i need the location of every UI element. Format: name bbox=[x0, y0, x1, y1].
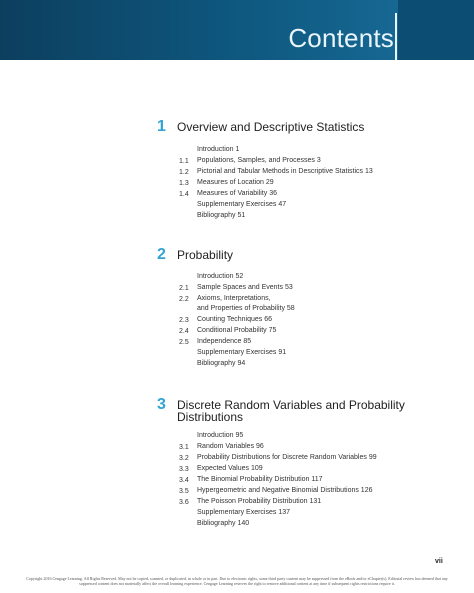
section-number: 1.4 bbox=[179, 191, 189, 198]
section-number: 3.3 bbox=[179, 466, 189, 473]
chapter-number: 3 bbox=[157, 396, 166, 413]
section-title: Probability Distributions for Discrete Random Variables 99 bbox=[197, 454, 377, 461]
header-banner bbox=[0, 0, 474, 60]
section-title: Supplementary Exercises 91 bbox=[197, 349, 287, 356]
section-number: 1.1 bbox=[179, 158, 189, 165]
chapter-number: 1 bbox=[157, 118, 166, 135]
section-title: Bibliography 140 bbox=[197, 520, 250, 527]
section-number: 2.2 bbox=[179, 296, 189, 303]
chapter-title-line-1: Discrete Random Variables and Probability bbox=[177, 398, 405, 412]
section-title: Introduction 52 bbox=[197, 273, 244, 280]
section-number: 1.3 bbox=[179, 180, 189, 187]
section-title: Measures of Location 29 bbox=[197, 179, 274, 186]
section-title: Pictorial and Tabular Methods in Descriptive Statistics 13 bbox=[197, 168, 373, 175]
page-number: vii bbox=[435, 558, 443, 565]
chapter-number: 2 bbox=[157, 246, 166, 263]
section-title: The Poisson Probability Distribution 131 bbox=[197, 498, 322, 505]
section-title: Hypergeometric and Negative Binomial Distributions 126 bbox=[197, 487, 373, 494]
section-number: 3.4 bbox=[179, 477, 189, 484]
section-number: 2.4 bbox=[179, 328, 189, 335]
section-number: 3.2 bbox=[179, 455, 189, 462]
section-title: Populations, Samples, and Processes 3 bbox=[197, 157, 321, 164]
section-number: 3.1 bbox=[179, 444, 189, 451]
copyright-notice: Copyright 2016 Cengage Learning. All Rights Reserved. May not be copied, scanned, or duplicated, in whole or in part. Due to electronic rights, some third party content may be suppressed from the eBook and/or eChapter(s). Editorial review has deemed that any suppressed content does not materially affect the overall learning experience. Cengage Learning reserves the right to remove additional content at any time if subsequent rights restrictions require it. bbox=[26, 576, 448, 586]
section-title: Introduction 95 bbox=[197, 432, 244, 439]
section-title: Bibliography 51 bbox=[197, 212, 246, 219]
section-title: Introduction 1 bbox=[197, 146, 240, 153]
section-title-continued: and Properties of Probability 58 bbox=[197, 305, 295, 312]
chapter-title: Probability bbox=[177, 248, 234, 262]
section-title: Random Variables 96 bbox=[197, 443, 264, 450]
chapter-title: Overview and Descriptive Statistics bbox=[177, 120, 365, 134]
section-title: Measures of Variability 36 bbox=[197, 190, 278, 197]
section-title: Supplementary Exercises 137 bbox=[197, 509, 290, 516]
section-number: 2.1 bbox=[179, 285, 189, 292]
section-title: The Binomial Probability Distribution 117 bbox=[197, 476, 323, 483]
section-title: Axioms, Interpretations, bbox=[197, 295, 271, 302]
section-title: Counting Techniques 66 bbox=[197, 316, 272, 323]
chapter-title-line-2: Distributions bbox=[177, 410, 244, 424]
section-number: 1.2 bbox=[179, 169, 189, 176]
section-title: Supplementary Exercises 47 bbox=[197, 201, 287, 208]
section-title: Expected Values 109 bbox=[197, 465, 263, 472]
banner-divider bbox=[395, 13, 397, 60]
section-title: Sample Spaces and Events 53 bbox=[197, 284, 293, 291]
banner-accent-block bbox=[398, 0, 474, 60]
section-title: Independence 85 bbox=[197, 338, 252, 345]
section-number: 2.3 bbox=[179, 317, 189, 324]
section-number: 3.6 bbox=[179, 499, 189, 506]
page-title: Contents bbox=[288, 23, 394, 53]
section-number: 2.5 bbox=[179, 339, 189, 346]
section-title: Conditional Probability 75 bbox=[197, 327, 277, 334]
section-title: Bibliography 94 bbox=[197, 360, 246, 367]
section-number: 3.5 bbox=[179, 488, 189, 495]
